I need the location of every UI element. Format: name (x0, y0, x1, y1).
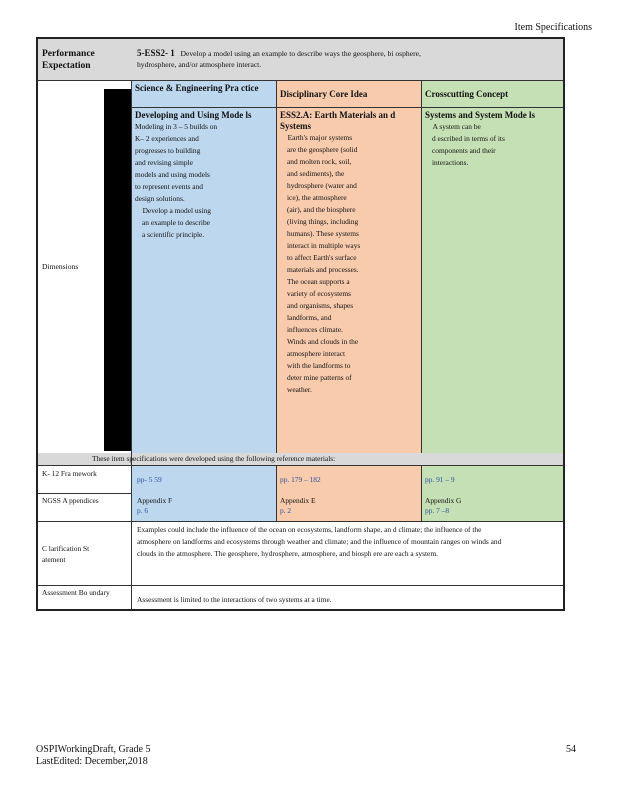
sep-line: and revising simple (135, 158, 193, 167)
clarification-label: C larification St atement (42, 544, 90, 564)
sep-line: progresses to building (135, 146, 201, 155)
footer-draft: OSPIWorkingDraft, Grade 5 (36, 744, 151, 755)
ngss-sep-page: p. 6 (137, 506, 149, 515)
footer-edited: LastEdited: December,2018 (36, 756, 148, 767)
divider (38, 80, 563, 81)
sep-content (135, 110, 273, 241)
sep-body (135, 121, 273, 205)
dci-line: The ocean supports a (287, 277, 350, 286)
sep-line: models and using models (135, 170, 210, 179)
cc-content (425, 110, 560, 169)
framework-cc-pages: pp. 91 – 9 (425, 475, 455, 484)
divider (421, 81, 422, 453)
ref-dci-cell (276, 465, 421, 521)
framework-sep-pages: pp- 5 59 (137, 475, 162, 484)
cc-line: A system can be (425, 122, 474, 131)
ngss-label: NGSS A ppendices (42, 496, 99, 505)
ngss-dci-page: p. 2 (280, 506, 292, 515)
cc-body (425, 121, 560, 169)
sep-bullet (135, 205, 273, 241)
dci-header: Disciplinary Core Idea (276, 81, 421, 108)
dci-line: ice), the atmosphere (287, 193, 347, 202)
dci-line: influences climate. (287, 325, 343, 334)
cc-line: interactions. (432, 158, 469, 167)
dci-line: to affect Earth's surface (287, 253, 357, 262)
dci-line: interact in multiple ways (287, 241, 361, 250)
divider (131, 521, 132, 609)
dci-line: and sediments), the (287, 169, 345, 178)
dci-line: humans). These systems (287, 229, 359, 238)
ngss-cc-page: pp. 7 –8 (425, 506, 450, 515)
framework-label: K- 12 Fra mework (42, 469, 97, 478)
assessment-text: Assessment is limited to the interactions of two systems at a time. (137, 595, 332, 604)
assessment-label: Assessment Bo undary (42, 588, 110, 597)
divider (131, 81, 132, 521)
divider (38, 521, 563, 522)
pe-text (137, 48, 437, 70)
divider (38, 585, 563, 586)
cc-title: Systems and System Mode ls (425, 110, 536, 120)
sep-line: K– 2 experiences and (135, 134, 199, 143)
dci-line: deter mine patterns of (287, 373, 352, 382)
divider (421, 465, 422, 521)
page-number: 54 (566, 744, 576, 755)
dci-line: are the geosphere (solid (287, 145, 358, 154)
sep-bullet-line: an example to describe (142, 218, 210, 227)
pe-description: Develop a model using an example to describe ways the geosphere, bi osphere, hydrosphere, and/or atmosphere interact. (137, 49, 421, 69)
cc-header: Crosscutting Concept (421, 81, 563, 108)
sep-bullet-line: a scientific principle. (142, 230, 205, 239)
divider (38, 465, 563, 466)
dci-line: (air), and the biosphere (287, 205, 356, 214)
dci-line: hydrosphere (water and (287, 181, 357, 190)
divider (276, 465, 277, 521)
sep-bullet-line: Develop a model using (135, 206, 204, 215)
dci-line: and molten rock, soil, (287, 157, 352, 166)
pe-code: 5-ESS2- 1 (137, 48, 175, 58)
dci-line: variety of ecosystems (287, 289, 352, 298)
pe-label: Performance Expectation (42, 49, 95, 71)
dci-line: materials and processes. (287, 265, 359, 274)
sep-line: Modeling in 3 – 5 builds on (135, 122, 218, 131)
dci-line: landforms, and (287, 313, 332, 322)
page-header-title: Item Specifications (514, 22, 592, 33)
ngss-cc-appendix: Appendix G (425, 496, 462, 505)
dimensions-label: Dimensions (42, 262, 79, 271)
dci-line: atmosphere interact (287, 349, 346, 358)
divider (38, 493, 131, 494)
black-bar (104, 89, 131, 451)
ref-sep-cell (131, 465, 276, 521)
sep-header: Science & Engineering Pra ctice (131, 81, 276, 108)
references-banner-text: These item specifications were developed using the following reference materials: (92, 454, 336, 463)
sep-title: Developing and Using Mode ls (135, 110, 252, 120)
dci-title: ESS2.A: Earth Materials an d Systems (280, 110, 396, 131)
dci-line: with the landforms to (287, 361, 351, 370)
cc-line: d escribed in terms of its (432, 134, 505, 143)
ngss-sep-appendix: Appendix F (137, 496, 173, 505)
divider (276, 81, 277, 453)
dci-line: and organisms, shapes (287, 301, 354, 310)
dci-body (280, 132, 418, 396)
references-banner (38, 453, 563, 465)
dci-line: Winds and clouds in the (287, 337, 359, 346)
dci-line: (living things, including (287, 217, 359, 226)
framework-dci-pages: pp. 179 – 182 (280, 475, 321, 484)
cc-line: components and their (432, 146, 496, 155)
sep-line: to represent events and (135, 182, 203, 191)
dci-content (280, 110, 418, 396)
sep-line: design solutions. (135, 194, 185, 203)
dci-line: Earth's major systems (280, 133, 345, 142)
clarification-text: Examples could include the influence of the ocean on ecosystems, landform shape, an d climate; the influence of the atmosphere on landforms and ecosystems through weather and climate; and the influence of mountain ranges on winds and clouds in the atmosphere. The geosphere, hydrosphere, atmosphere, and biosph ere are each a system. (137, 525, 502, 558)
dci-line: weather. (287, 385, 312, 394)
ngss-dci-appendix: Appendix E (280, 496, 316, 505)
footer (36, 744, 150, 768)
